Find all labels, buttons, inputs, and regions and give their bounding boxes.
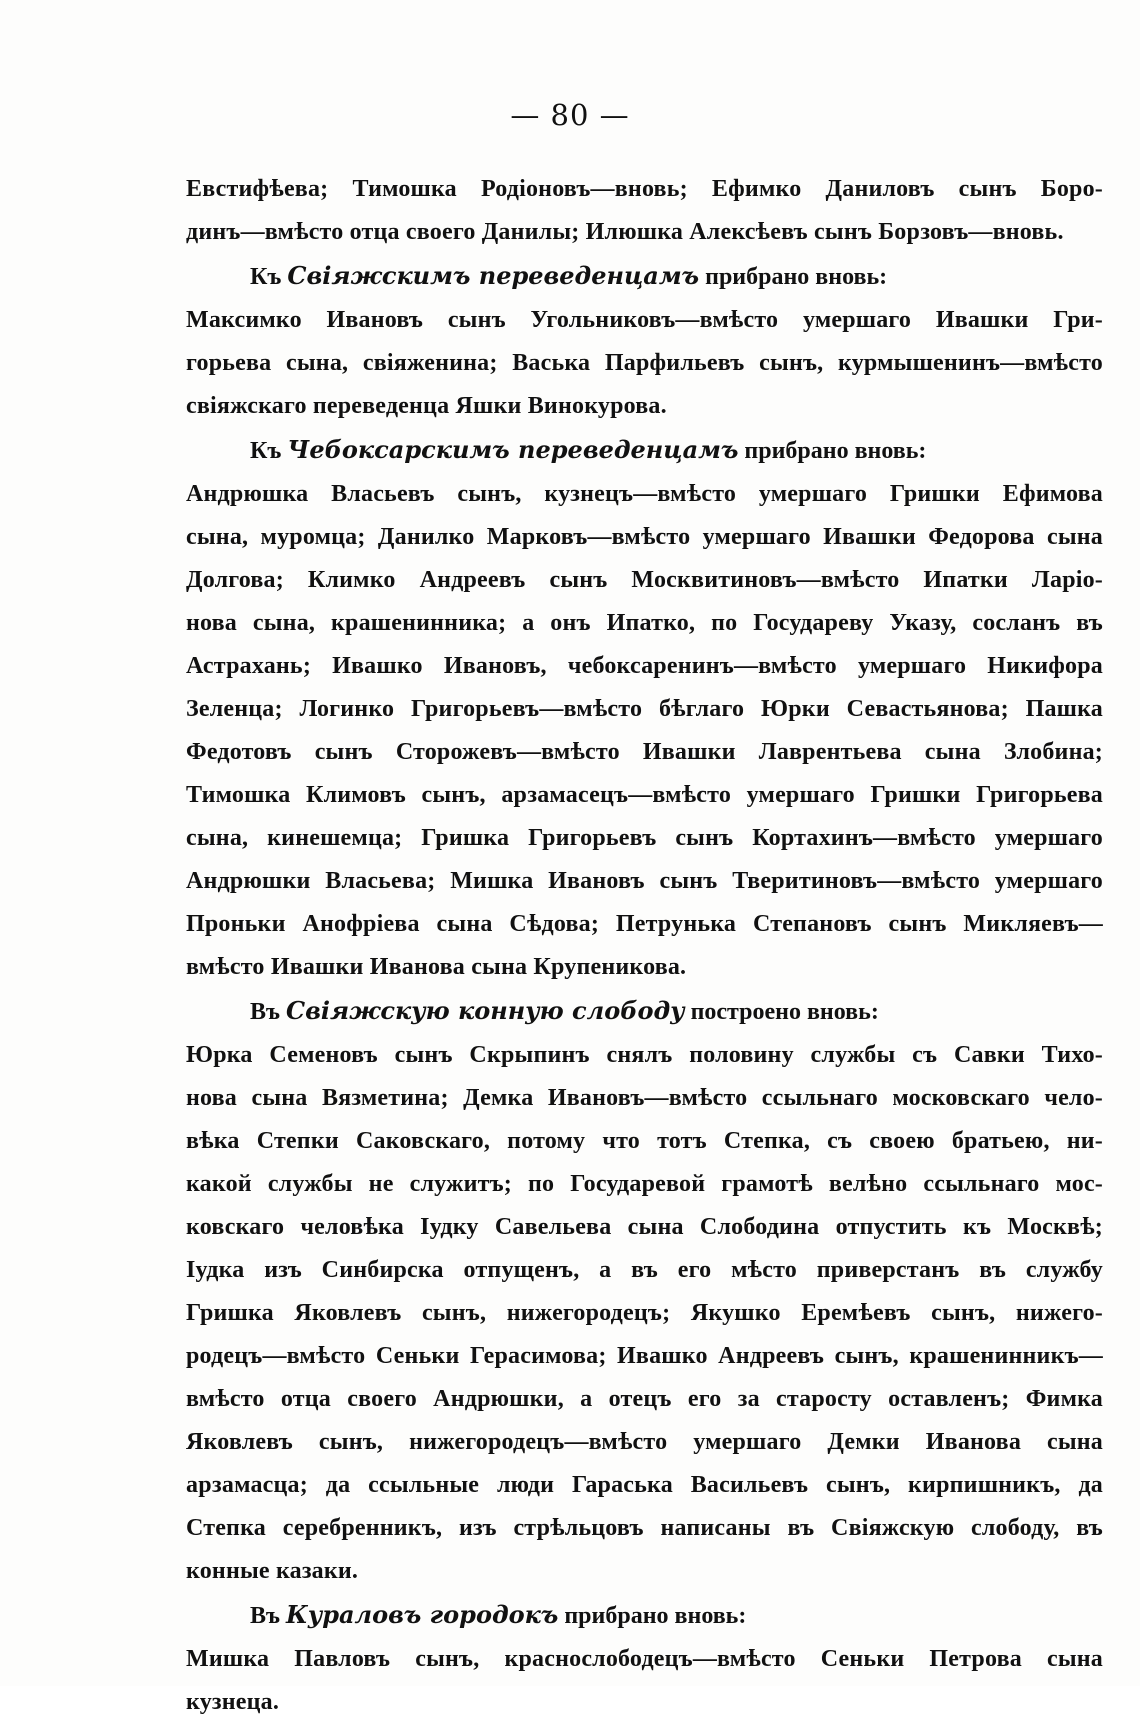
text-line: горьева сына, свіяженина; Васька Парфильевъ сынъ, курмышенинъ—вмѣсто bbox=[186, 350, 1103, 376]
text-line: родецъ—вмѣсто Сеньки Герасимова; Ивашко Андреевъ сынъ, крашенинникъ— bbox=[186, 1343, 1103, 1369]
section-cheboksary-perevedentsy bbox=[186, 428, 1103, 989]
text-line: сына, муромца; Данилко Марковъ—вмѣсто умершаго Ивашки Федорова сына bbox=[186, 524, 1103, 550]
heading-place: Чебоксарскимъ переведенцамъ bbox=[287, 435, 739, 464]
heading-suffix: прибрано вновь: bbox=[738, 438, 927, 464]
text-line: ковскаго человѣка Іудку Савельева сына Слободина отпустить къ Москвѣ; bbox=[186, 1214, 1103, 1240]
heading-prefix: Въ bbox=[250, 1603, 286, 1629]
text-line: конные казаки. bbox=[186, 1558, 359, 1584]
section-heading bbox=[186, 989, 1103, 1034]
heading-place: Свіяжскимъ переведенцамъ bbox=[287, 261, 700, 290]
text-line: Юрка Семеновъ сынъ Скрыпинъ снялъ половину службы съ Савки Тихо- bbox=[186, 1042, 1103, 1068]
heading-prefix: Въ bbox=[250, 999, 286, 1025]
text-line: Іудка изъ Синбирска отпущенъ, а въ его мѣсто приверстанъ въ службу bbox=[186, 1257, 1103, 1283]
heading-prefix: Къ bbox=[250, 438, 288, 464]
heading-place: Кураловъ городокъ bbox=[286, 1600, 559, 1629]
page-number: — 80 — bbox=[510, 98, 630, 132]
text-line: сына, кинешемца; Гришка Григорьевъ сынъ Кортахинъ—вмѣсто умершаго bbox=[186, 825, 1103, 851]
text-line: Яковлевъ сынъ, нижегородецъ—вмѣсто умершаго Демки Иванова сына bbox=[186, 1429, 1103, 1455]
text-line: Тимошка Климовъ сынъ, арзамасецъ—вмѣсто умершаго Гришки Григорьева bbox=[186, 782, 1103, 808]
text-line: Федотовъ сынъ Сторожевъ—вмѣсто Ивашки Лаврентьева сына Злобина; bbox=[186, 739, 1103, 765]
text-line: вмѣсто отца своего Андрюшки, а отецъ его за старосту оставленъ; Фимка bbox=[186, 1386, 1103, 1412]
text-line: свіяжскаго переведенца Яшки Винокурова. bbox=[186, 393, 667, 419]
page-text bbox=[186, 168, 1103, 1724]
heading-suffix: построено вновь: bbox=[684, 999, 879, 1025]
text-line: вѣка Степки Саковскаго, потому что тотъ Степка, съ своею братьею, ни- bbox=[186, 1128, 1103, 1154]
heading-suffix: прибрано вновь: bbox=[558, 1603, 747, 1629]
text-line: нова сына Вязметина; Демка Ивановъ—вмѣсто ссыльнаго московскаго чело- bbox=[186, 1085, 1103, 1111]
text-line: вмѣсто Ивашки Иванова сына Крупеникова. bbox=[186, 954, 687, 980]
heading-suffix: прибрано вновь: bbox=[699, 264, 888, 290]
section-heading bbox=[186, 428, 1103, 473]
text-line: кузнеца. bbox=[186, 1689, 280, 1715]
text-line: какой службы не служитъ; по Государевой грамотѣ велѣно ссыльнаго мос- bbox=[186, 1171, 1103, 1197]
section-intro bbox=[186, 168, 1103, 254]
section-sviyazhsk-perevedentsy bbox=[186, 254, 1103, 428]
section-sviyazhsk-konnaya-sloboda bbox=[186, 989, 1103, 1593]
text-line: Проньки Анофріева сына Сѣдова; Петрунька Степановъ сынъ Микляевъ— bbox=[186, 911, 1103, 937]
text-line: Долгова; Климко Андреевъ сынъ Москвитиновъ—вмѣсто Ипатки Ларіо- bbox=[186, 567, 1103, 593]
text-line: арзамасца; да ссыльные люди Гараська Васильевъ сынъ, кирпишникъ, да bbox=[186, 1472, 1103, 1498]
text-line: Астрахань; Ивашко Ивановъ, чебоксаренинъ—вмѣсто умершаго Никифора bbox=[186, 653, 1103, 679]
text-line: Зеленца; Логинко Григорьевъ—вмѣсто бѣглаго Юрки Севастьянова; Пашка bbox=[186, 696, 1103, 722]
text-line: Евстифѣева; Тимошка Родіоновъ—вновь; Ефимко Даниловъ сынъ Боро- bbox=[186, 176, 1103, 202]
text-line: Андрюшки Власьева; Мишка Ивановъ сынъ Тверитиновъ—вмѣсто умершаго bbox=[186, 868, 1103, 894]
text-line: Максимко Ивановъ сынъ Угольниковъ—вмѣсто умершаго Ивашки Гри- bbox=[186, 307, 1103, 333]
section-kuralov-gorodok bbox=[186, 1593, 1103, 1724]
text-line: Степка серебренникъ, изъ стрѣльцовъ написаны въ Свіяжскую слободу, въ bbox=[186, 1515, 1103, 1541]
text-line: нова сына, крашенинника; а онъ Ипатко, по Государеву Указу, сосланъ въ bbox=[186, 610, 1103, 636]
heading-prefix: Къ bbox=[250, 264, 288, 290]
heading-place: Свіяжскую конную слободу bbox=[286, 996, 685, 1025]
section-heading bbox=[186, 1593, 1103, 1638]
text-line: Мишка Павловъ сынъ, краснослободецъ—вмѣсто Сеньки Петрова сына bbox=[186, 1646, 1103, 1672]
text-line: Андрюшка Власьевъ сынъ, кузнецъ—вмѣсто умершаго Гришки Ефимова bbox=[186, 481, 1103, 507]
text-line: динъ—вмѣсто отца своего Данилы; Илюшка Алексѣевъ сынъ Борзовъ—вновь. bbox=[186, 219, 1064, 245]
text-line: Гришка Яковлевъ сынъ, нижегородецъ; Якушко Еремѣевъ сынъ, нижего- bbox=[186, 1300, 1103, 1326]
section-heading bbox=[186, 254, 1103, 299]
